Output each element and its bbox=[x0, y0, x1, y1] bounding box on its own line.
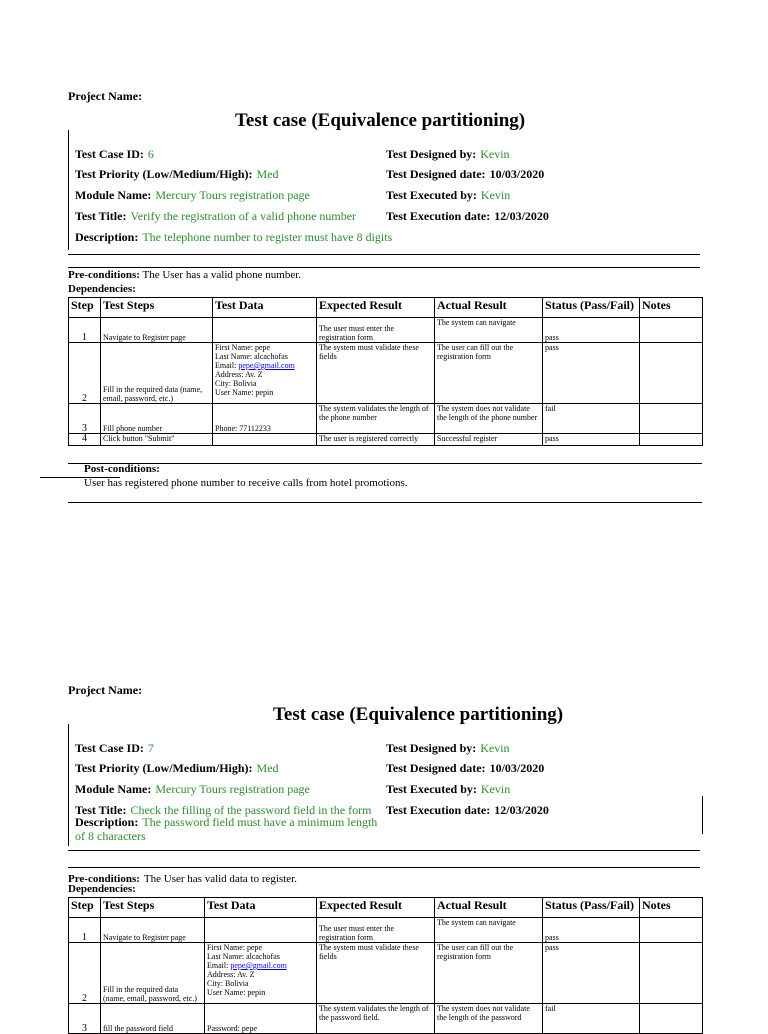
field-executed-by: Test Executed by: Kevin bbox=[386, 188, 511, 202]
preconditions: Pre-conditions: The User has valid data to register. bbox=[68, 873, 297, 885]
field-test-priority: Test Priority (Low/Medium/High): Med bbox=[75, 761, 279, 775]
field-description: Description: The telephone number to register must have 8 digits bbox=[75, 230, 393, 244]
project-name-label: Project Name: bbox=[68, 89, 143, 103]
col-header-test-steps: Test Steps bbox=[101, 298, 213, 318]
field-designed-date: Test Designed date: 10/03/2020 bbox=[386, 761, 545, 775]
divider bbox=[68, 867, 700, 868]
dependencies-label: Dependencies: bbox=[68, 283, 136, 295]
divider bbox=[68, 850, 700, 851]
table-row: 2 Fill in the required data (name, email, password, etc.) First Name: pepe Last Name: alcachofas Email: pepe@gmail.com Address: Av. Z City: Bolivia User Name: pepin The system must validate these fields The user can fill out the registration form pass bbox=[69, 943, 703, 1004]
field-execution-date: Test Execution date: 12/03/2020 bbox=[386, 803, 549, 817]
email-link[interactable]: pepe@gmail.com bbox=[230, 961, 287, 970]
col-header-expected-result: Expected Result bbox=[317, 898, 435, 918]
table-row: 3 Fill phone number Phone: 77112233 The system validates the length of the phone number The system does not validate the length of the phone number fail bbox=[69, 404, 703, 434]
col-header-step: Step bbox=[69, 898, 101, 918]
field-executed-by: Test Executed by: Kevin bbox=[386, 782, 511, 796]
test-steps-table bbox=[68, 297, 703, 446]
test-data-cell: First Name: pepe Last Name: alcachofas Email: pepe@gmail.com Address: Av. Z City: Bolivia User Name: pepin bbox=[205, 943, 317, 1004]
project-name-label: Project Name: bbox=[68, 683, 143, 697]
divider bbox=[68, 267, 700, 268]
field-module-name: Module Name: Mercury Tours registration page bbox=[75, 782, 310, 796]
preconditions: Pre-conditions: The User has a valid phone number. bbox=[68, 269, 302, 281]
field-test-title: Test Title: Verify the registration of a valid phone number bbox=[75, 209, 357, 223]
frame-right-border bbox=[702, 796, 703, 834]
table-row: 1 Navigate to Register page The user must enter the registration form The system can navigate pass bbox=[69, 918, 703, 943]
dependencies-label: Dependencies: bbox=[68, 883, 136, 895]
field-designed-date: Test Designed date: 10/03/2020 bbox=[386, 167, 545, 181]
col-header-test-data: Test Data bbox=[205, 898, 317, 918]
col-header-expected-result: Expected Result bbox=[317, 298, 435, 318]
document-title: Test case (Equivalence partitioning) bbox=[235, 110, 526, 131]
divider bbox=[68, 463, 702, 464]
field-test-case-id: Test Case ID: 6 bbox=[75, 147, 154, 161]
col-header-status: Status (Pass/Fail) bbox=[543, 898, 640, 918]
field-designed-by: Test Designed by: Kevin bbox=[386, 741, 510, 755]
table-header-row bbox=[69, 298, 703, 318]
field-module-name: Module Name: Mercury Tours registration page bbox=[75, 188, 310, 202]
email-link[interactable]: pepe@gmail.com bbox=[238, 361, 295, 370]
col-header-step: Step bbox=[69, 298, 101, 318]
field-description: Description: The password field must have a minimum length of 8 characters bbox=[75, 815, 378, 843]
test-data-cell: First Name: pepe Last Name: alcachofas Email: pepe@gmail.com Address: Av. Z City: Bolivia User Name: pepin bbox=[213, 343, 317, 404]
frame-left-border bbox=[68, 130, 69, 250]
col-header-notes: Notes bbox=[640, 898, 703, 918]
divider bbox=[68, 254, 700, 255]
field-test-priority: Test Priority (Low/Medium/High): Med bbox=[75, 167, 279, 181]
table-header-row bbox=[69, 898, 703, 918]
field-designed-by: Test Designed by: Kevin bbox=[386, 147, 510, 161]
postconditions-value: User has registered phone number to receive calls from hotel promotions. bbox=[84, 477, 408, 489]
col-header-notes: Notes bbox=[640, 298, 703, 318]
col-header-test-data: Test Data bbox=[213, 298, 317, 318]
col-header-actual-result: Actual Result bbox=[435, 298, 543, 318]
col-header-test-steps: Test Steps bbox=[101, 898, 205, 918]
table-row: 2 Fill in the required data (name, email, password, etc.) First Name: pepe Last Name: alcachofas Email: pepe@gmail.com Address: Av. Z City: Bolivia User Name: pepin The system must validate these fields The user can fill out the registration form pass bbox=[69, 343, 703, 404]
table-row: 4 Click button "Submit" The user is registered correctly Successful register pass bbox=[69, 434, 703, 446]
divider bbox=[68, 502, 702, 503]
postconditions-label: Post-conditions: bbox=[84, 463, 160, 475]
test-steps-table bbox=[68, 897, 703, 1034]
field-test-title: Test Title: Check the filling of the password field in the form bbox=[75, 803, 372, 817]
field-execution-date: Test Execution date: 12/03/2020 bbox=[386, 209, 549, 223]
document-title: Test case (Equivalence partitioning) bbox=[273, 704, 564, 725]
table-row: 1 Navigate to Register page The user must enter the registration form The system can navigate pass bbox=[69, 318, 703, 343]
frame-left-border bbox=[68, 724, 69, 846]
field-test-case-id: Test Case ID: 7 bbox=[75, 741, 154, 755]
table-row: 3 fill the password field Password: pepe The system validates the length of the password field. The system does not validate the length of the password fail bbox=[69, 1004, 703, 1034]
col-header-status: Status (Pass/Fail) bbox=[543, 298, 640, 318]
col-header-actual-result: Actual Result bbox=[435, 898, 543, 918]
